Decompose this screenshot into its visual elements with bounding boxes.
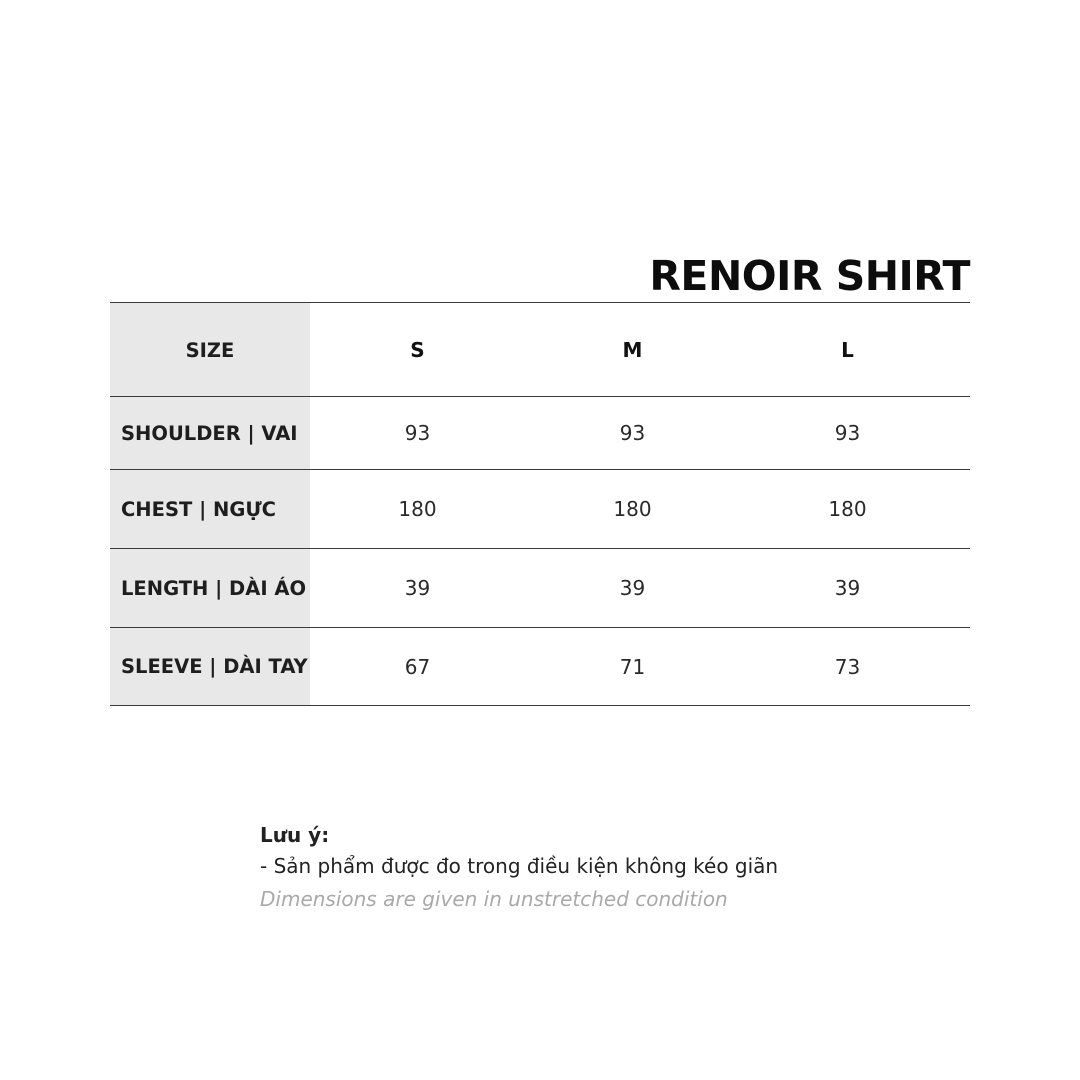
product-title: RENOIR SHIRT bbox=[649, 252, 970, 300]
row-label-shoulder: SHOULDER | VAI bbox=[110, 397, 310, 469]
size-header-s: S bbox=[410, 337, 425, 362]
row-label-chest: CHEST | NGỰC bbox=[110, 470, 310, 548]
size-header-l: L bbox=[841, 337, 854, 362]
note-line-english: Dimensions are given in unstretched condition bbox=[260, 887, 728, 911]
table-cell: 93 bbox=[834, 421, 861, 445]
table-cell: 73 bbox=[834, 654, 861, 679]
table-cell: 67 bbox=[404, 654, 431, 679]
table-header-row bbox=[110, 303, 970, 397]
table-cell: 180 bbox=[613, 497, 652, 521]
size-header-m: M bbox=[622, 337, 643, 362]
size-header-label: SIZE bbox=[110, 303, 310, 396]
table-cell: 180 bbox=[398, 497, 437, 521]
size-chart-table bbox=[110, 302, 970, 706]
measurement-note bbox=[260, 820, 778, 916]
note-line-vietnamese: - Sản phẩm được đo trong điều kiện không kéo giãn bbox=[260, 854, 779, 878]
table-row bbox=[110, 470, 970, 549]
note-title: Lưu ý: bbox=[260, 823, 330, 847]
table-cell: 71 bbox=[619, 654, 646, 679]
table-row bbox=[110, 397, 970, 470]
table-row bbox=[110, 549, 970, 628]
row-label-length: LENGTH | DÀI ÁO bbox=[110, 549, 310, 627]
table-cell: 93 bbox=[404, 421, 431, 445]
table-cell: 39 bbox=[619, 576, 646, 600]
table-cell: 93 bbox=[619, 421, 646, 445]
table-cell: 39 bbox=[834, 576, 861, 600]
table-row bbox=[110, 628, 970, 706]
table-cell: 39 bbox=[404, 576, 431, 600]
row-label-sleeve: SLEEVE | DÀI TAY bbox=[110, 628, 310, 705]
table-cell: 180 bbox=[828, 497, 867, 521]
